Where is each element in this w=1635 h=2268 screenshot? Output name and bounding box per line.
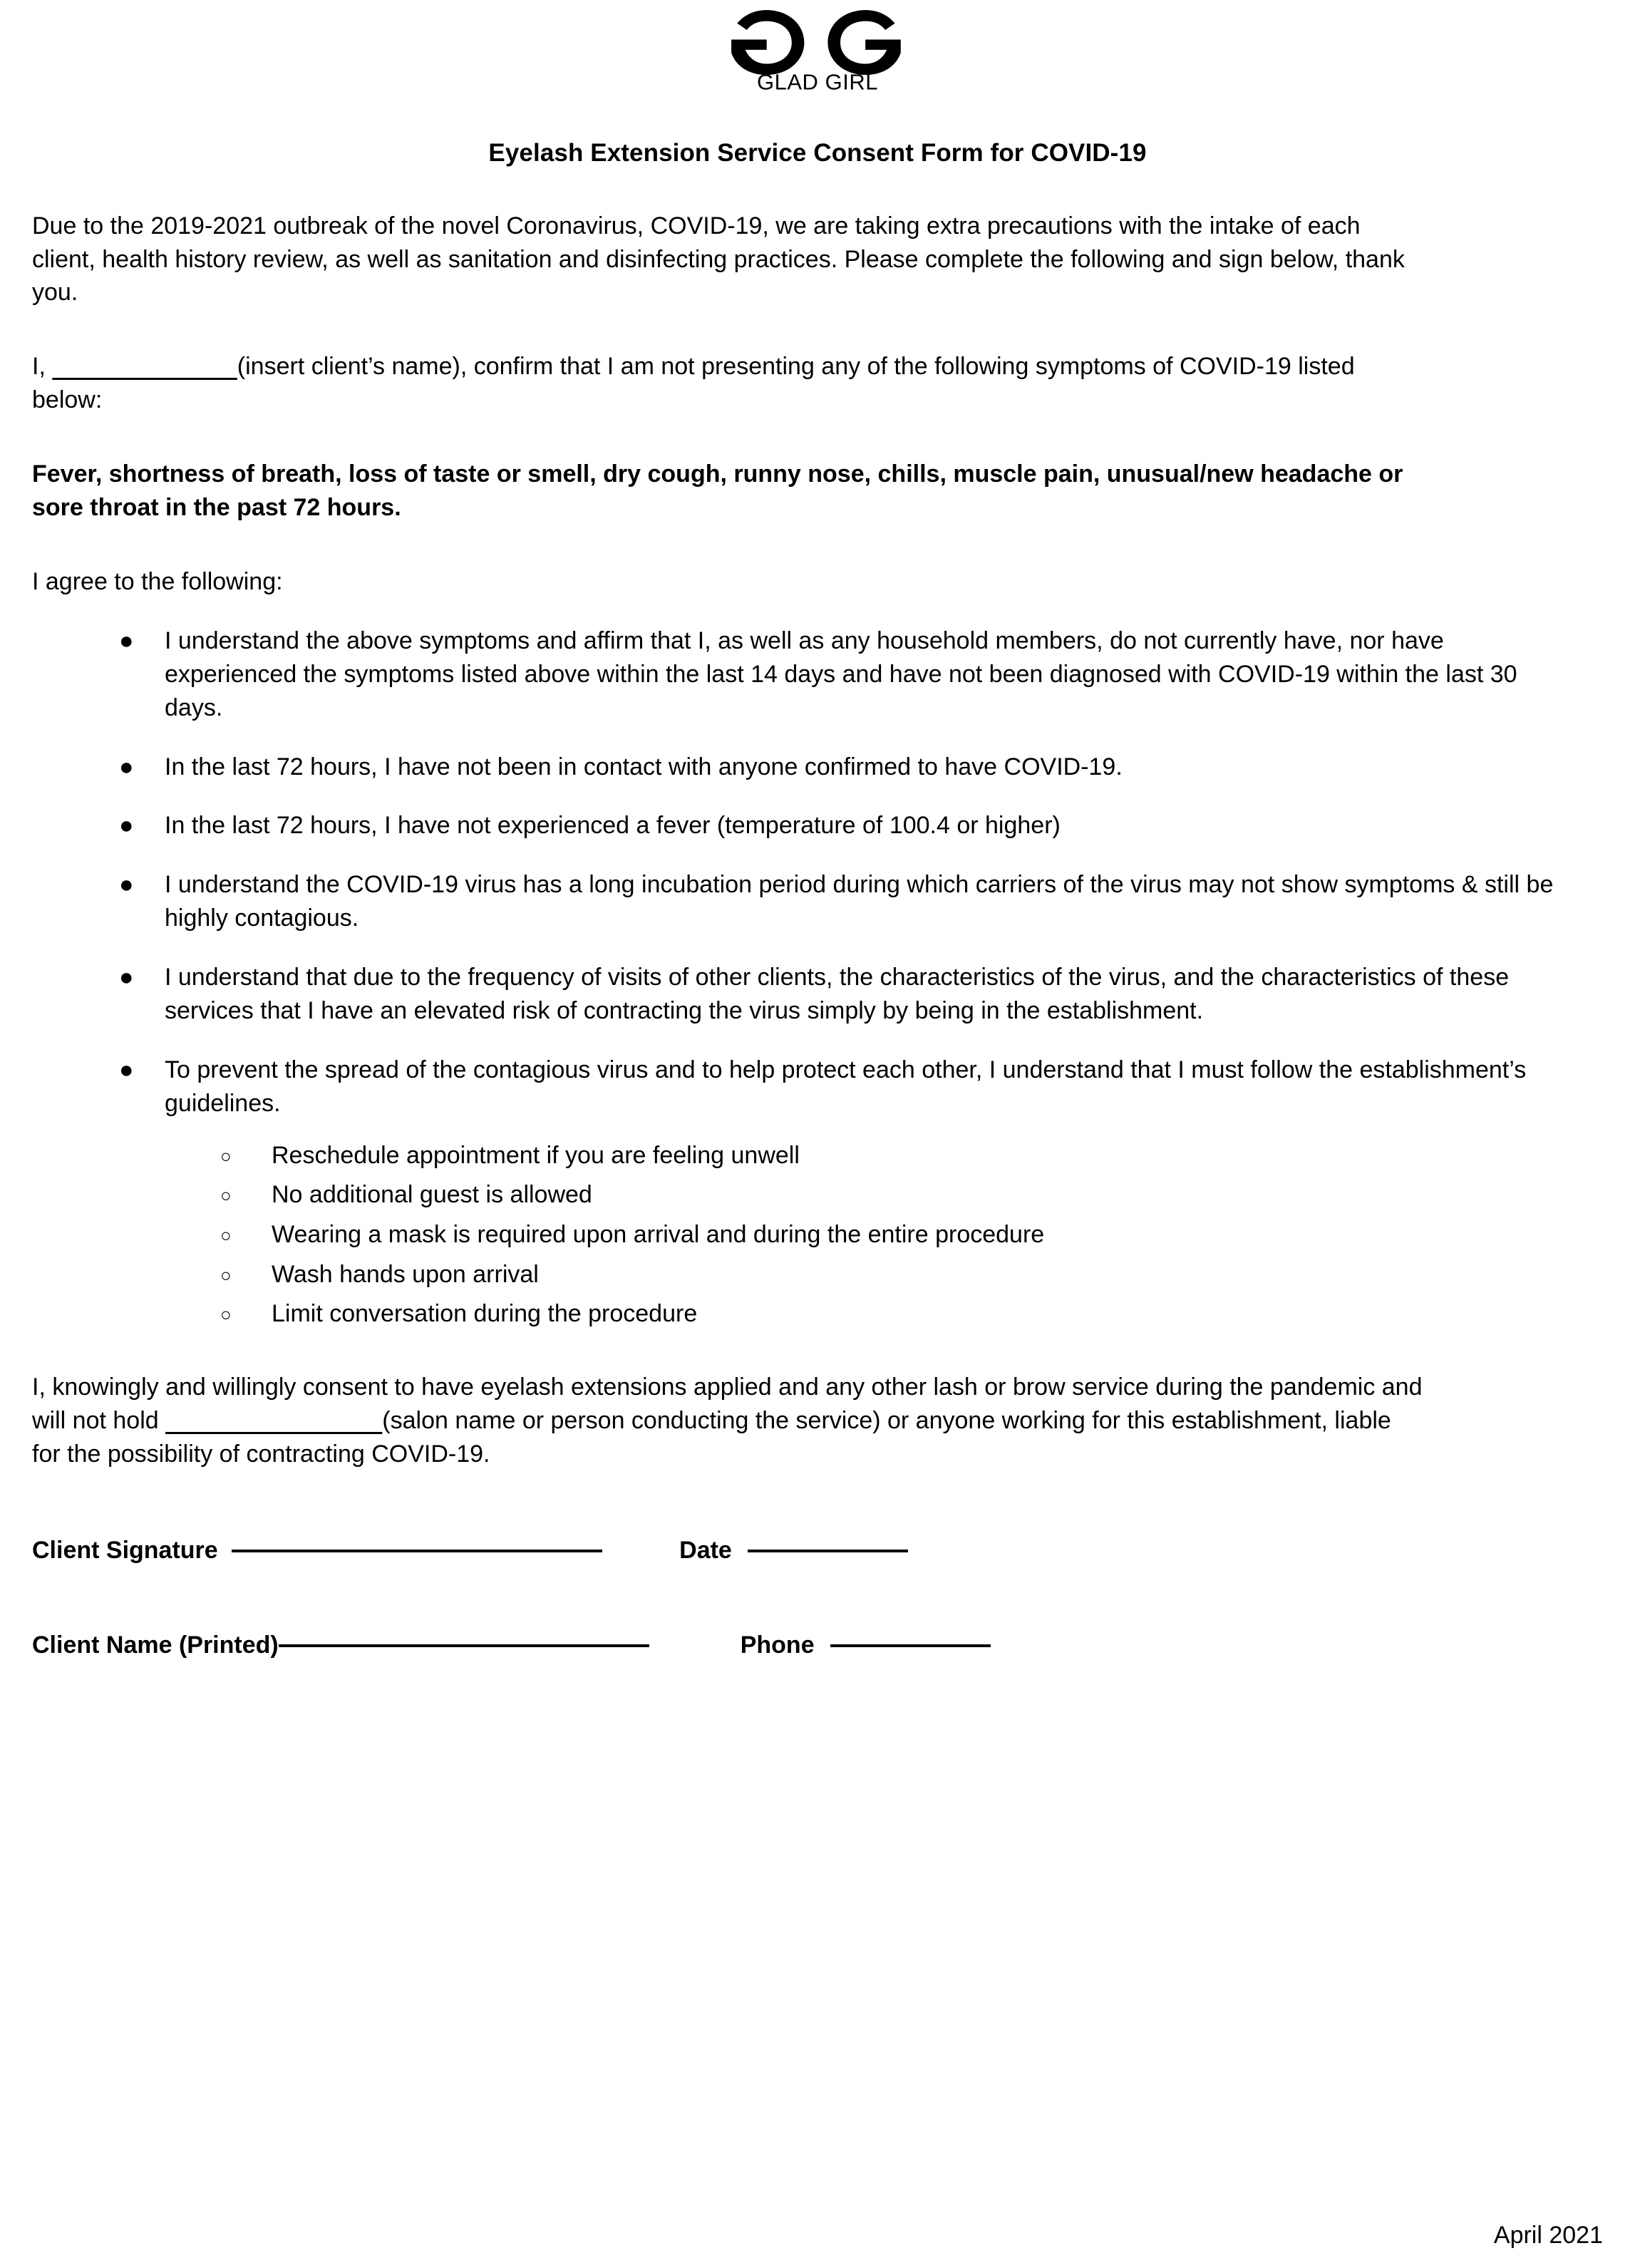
bullet-icon: ● (119, 1056, 134, 1084)
list-item (32, 1053, 1558, 1331)
client-signature-label: Client Signature (32, 1536, 225, 1564)
hollow-bullet-icon: ○ (220, 1264, 232, 1286)
hollow-bullet-icon: ○ (220, 1225, 232, 1247)
sublist-item (165, 1297, 1558, 1331)
list-item-text: I understand that due to the frequency of visits of other clients, the characteristics of the virus, and the characteristics of these services that I have an elevated risk of contracting the virus simply by being in the establishment. (165, 964, 1510, 1025)
agreement-list (32, 624, 1603, 1331)
signature-block (32, 1537, 1603, 1659)
bullet-icon: ● (119, 964, 134, 991)
page-title: Eyelash Extension Service Consent Form for COVID-19 (488, 138, 1147, 167)
list-item-text: To prevent the spread of the contagious virus and to help protect each other, I understand that I must follow the establishment’s guidelines. (165, 1056, 1527, 1117)
svg-text:GLAD GIRL: GLAD GIRL (757, 69, 878, 93)
name-statement-before: I, (32, 353, 53, 381)
gladgirl-logo-icon (707, 7, 928, 93)
sublist-item-text: Wash hands upon arrival (272, 1260, 539, 1288)
salon-name-blank[interactable] (165, 1407, 382, 1434)
list-item (32, 751, 1558, 784)
hollow-bullet-icon: ○ (220, 1304, 232, 1326)
list-item (32, 868, 1558, 935)
hollow-bullet-icon: ○ (220, 1185, 232, 1207)
date-label: Date (679, 1536, 732, 1564)
footer-date: April 2021 (1493, 2222, 1603, 2249)
consent-after: (salon name or person conducting the service) or anyone working for this establishment, liable for the possibility of contracting COVID-19. (32, 1406, 1391, 1468)
list-item-text: I understand the above symptoms and affirm that I, as well as any household members, do not currently have, nor have experienced the symptoms listed above within the last 14 days and have not been diagnosed with COVID-19 within the last 30 days. (165, 627, 1517, 721)
symptoms-paragraph: Fever, shortness of breath, loss of taste or smell, dry cough, runny nose, chills, muscle pain, unusual/new headache or sore throat in the past 72 hours. (32, 460, 1403, 522)
client-name-blank[interactable] (52, 353, 237, 380)
sublist-item-text: Wearing a mask is required upon arrival and during the entire procedure (272, 1221, 1045, 1249)
sublist-item-text: Limit conversation during the procedure (272, 1300, 698, 1328)
intro-paragraph: Due to the 2019-2021 outbreak of the novel Coronavirus, COVID-19, we are taking extra precautions with the intake of each client, health history review, as well as sanitation and disinfecting practices. Please complete the following and sign below, thank you. (32, 212, 1405, 306)
list-item (32, 809, 1558, 842)
list-item-text: In the last 72 hours, I have not experienced a fever (temperature of 100.4 or higher) (165, 812, 1061, 840)
sublist-item (165, 1258, 1558, 1292)
sublist-item (165, 1218, 1558, 1252)
sublist-item (165, 1139, 1558, 1173)
client-signature-field[interactable] (232, 1550, 602, 1552)
phone-label: Phone (740, 1631, 815, 1659)
bullet-icon: ● (119, 812, 134, 840)
sublist-item-text: No additional guest is allowed (272, 1181, 592, 1209)
bullet-icon: ● (119, 627, 134, 654)
bullet-icon: ● (119, 753, 134, 780)
printed-name-row (32, 1632, 1603, 1659)
consent-paragraph (32, 1371, 1425, 1471)
sublist-item-text: Reschedule appointment if you are feeling unwell (272, 1141, 800, 1169)
name-statement-after: (insert client’s name), confirm that I am not presenting any of the following symptoms of COVID-19 listed below: (32, 353, 1355, 414)
hollow-bullet-icon: ○ (220, 1145, 232, 1167)
client-name-statement (32, 350, 1425, 417)
date-field[interactable] (748, 1550, 908, 1552)
client-name-field[interactable] (279, 1644, 649, 1647)
phone-field[interactable] (830, 1644, 991, 1647)
consent-before: I, knowingly and willingly consent to have eyelash extensions applied and any other lash or brow service during the pandemic and will not hold (32, 1373, 1423, 1434)
brand-logo (32, 0, 1603, 93)
signature-row (32, 1537, 1603, 1565)
sublist-item (165, 1178, 1558, 1212)
list-item (32, 624, 1558, 725)
list-item-text: In the last 72 hours, I have not been in contact with anyone confirmed to have COVID-19. (165, 753, 1123, 780)
agree-intro: I agree to the following: (32, 567, 283, 595)
guidelines-sublist (165, 1139, 1558, 1331)
client-name-label: Client Name (Printed) (32, 1631, 279, 1659)
list-item (32, 961, 1558, 1028)
bullet-icon: ● (119, 871, 134, 899)
list-item-text: I understand the COVID-19 virus has a long incubation period during which carriers of the virus may not show symptoms & still be highly contagious. (165, 871, 1554, 932)
